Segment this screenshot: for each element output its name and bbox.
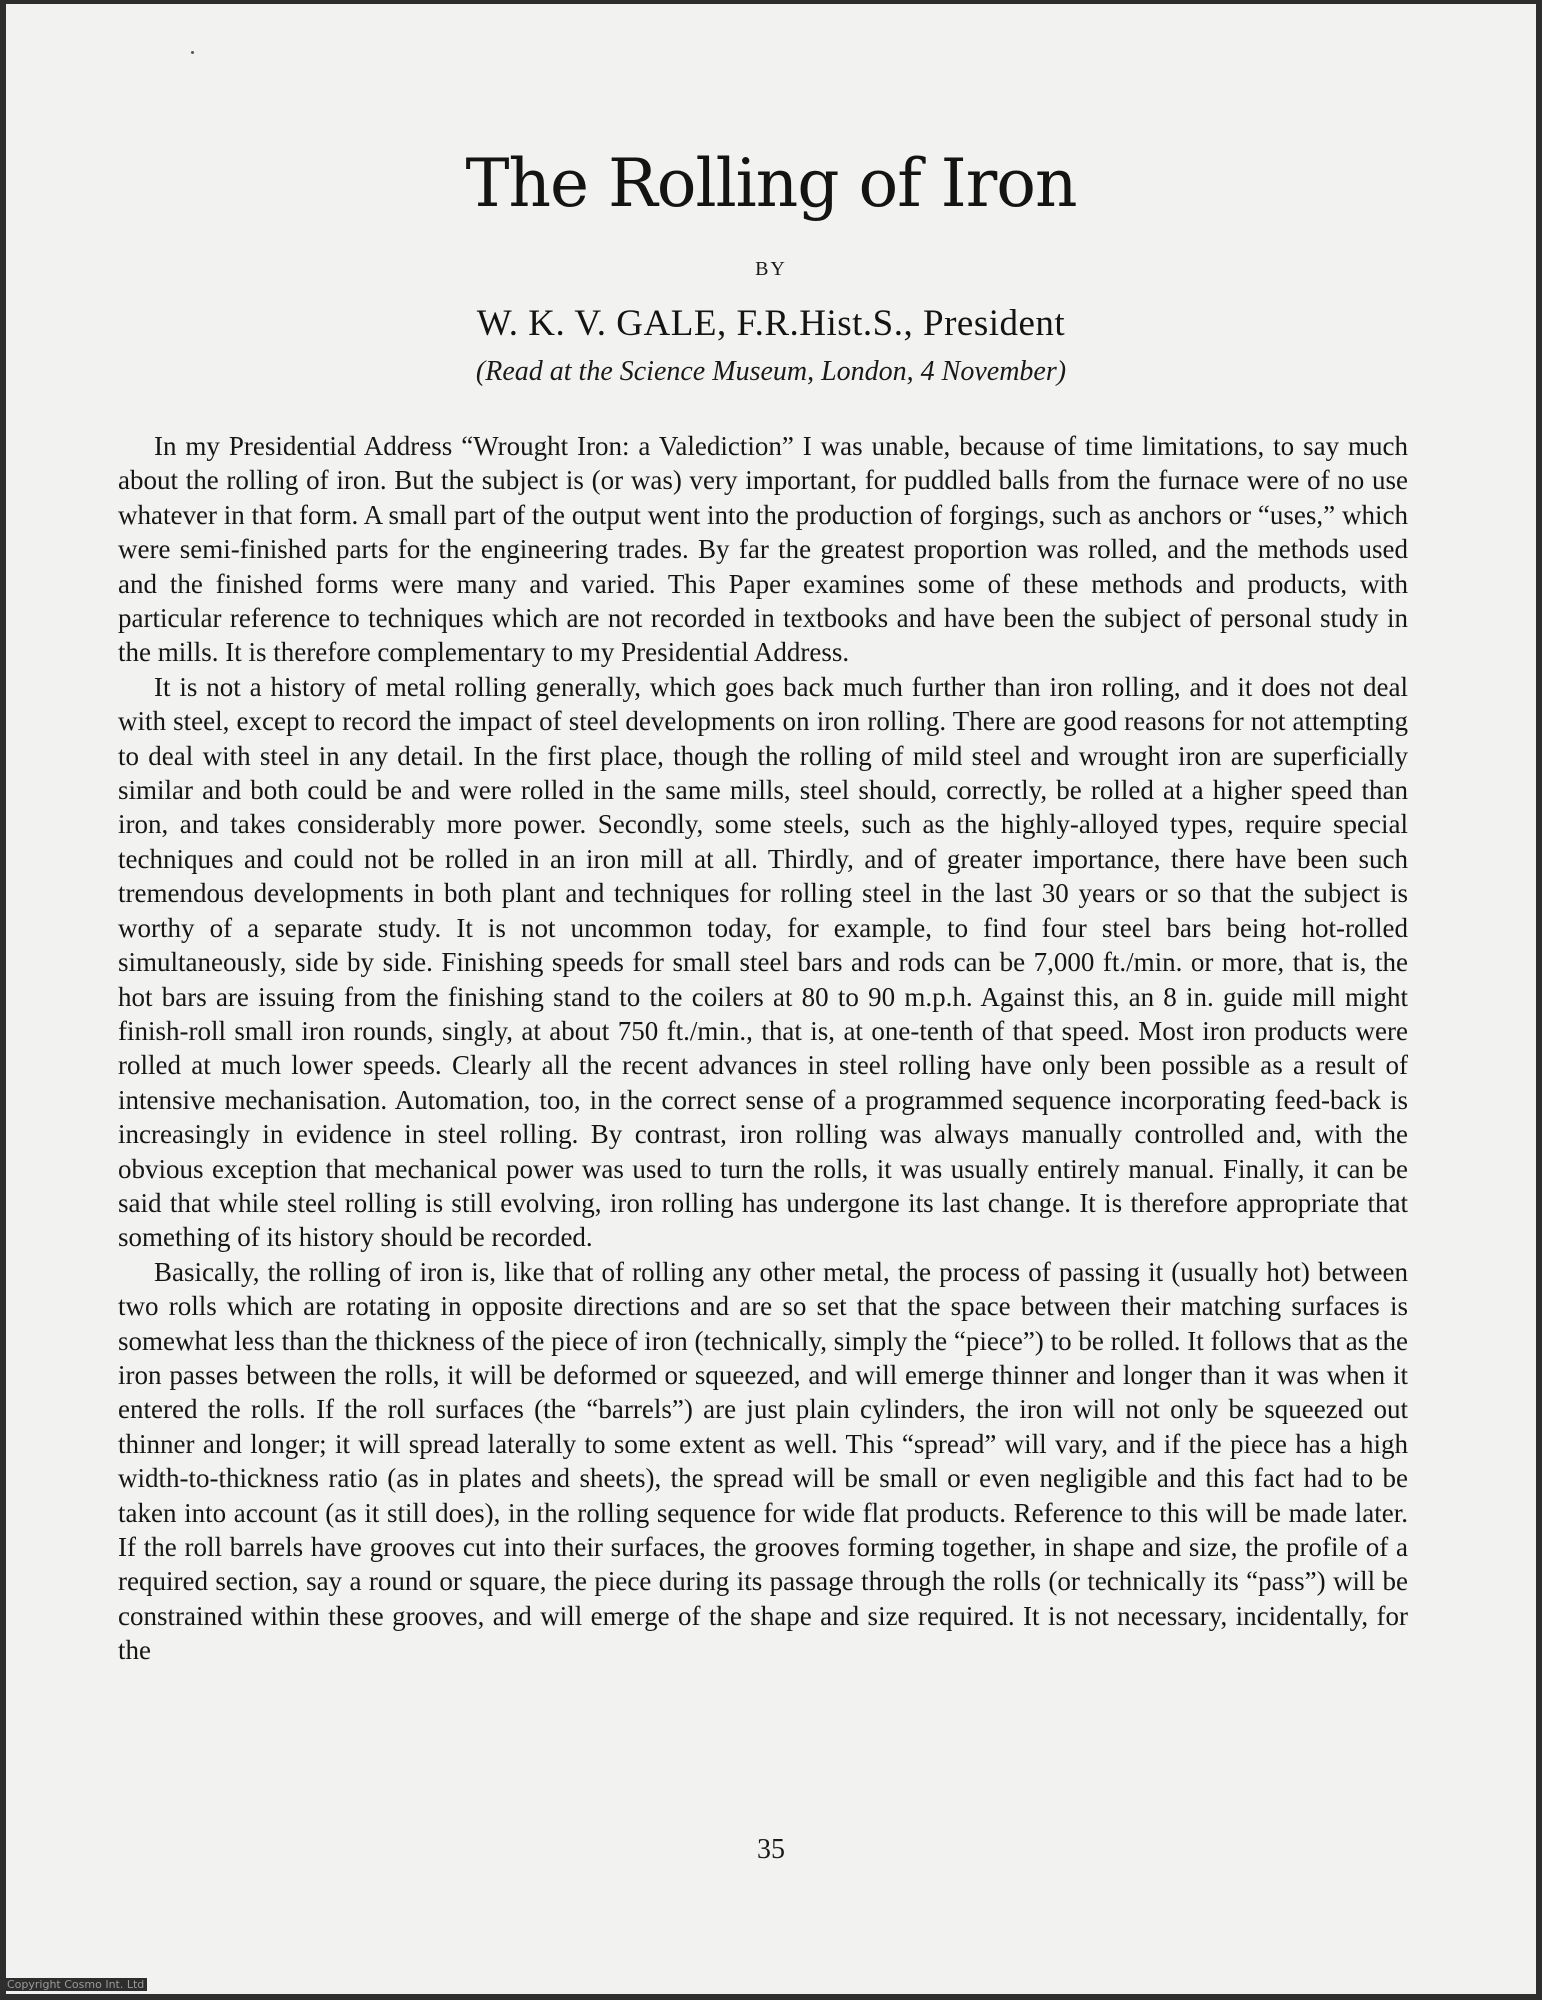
paragraph: In my Presidential Address “Wrought Iron: a Valediction” I was unable, because of time limitations, to say much about the rolling of iron. But the subject is (or was) very important, for puddled balls from the furnace were of no use whatever in that form. A small part of the output went into the production of forgings, such as anchors or “uses,” which were semi-finished parts for the engineering trades. By far the greatest proportion was rolled, and the methods used and the finished forms were many and varied. This Paper examines some of these methods and products, with particular reference to techniques which are not recorded in textbooks and have been the subject of personal study in the mills. It is therefore complementary to my Presidential Address. xyxy=(118,431,1408,668)
article-body xyxy=(118,429,1408,1668)
article-title: The Rolling of Iron xyxy=(465,145,1077,222)
copyright-watermark: Copyright Cosmo Int. Ltd xyxy=(4,1978,147,1991)
scan-speck xyxy=(191,51,194,54)
paragraph: It is not a history of metal rolling generally, which goes back much further than iron rolling, and it does not deal with steel, except to record the impact of steel developments on iron rolling. There are good reasons for not attempting to deal with steel in any detail. In the first place, though the rolling of mild steel and wrought iron are superficially similar and both could be and were rolled in the same mills, steel should, correctly, be rolled at a higher speed than iron, and takes considerably more power. Secondly, some steels, such as the highly-alloyed types, require special techniques and could not be rolled in an iron mill at all. Thirdly, and of greater importance, there have been such tremendous developments in both plant and techniques for rolling steel in the last 30 years or so that the subject is worthy of a separate study. It is not uncommon today, for example, to find four steel bars being hot-rolled simultaneously, side by side. Finishing speeds for small steel bars and rods can be 7,000 ft./min. or more, that is, the hot bars are issuing from the finishing stand to the coilers at 80 to 90 m.p.h. Against this, an 8 in. guide mill might finish-roll small iron rounds, singly, at about 750 ft./min., that is, at one-tenth of that speed. Most iron products were rolled at much lower speeds. Clearly all the recent advances in steel rolling have only been possible as a result of intensive mechanisation. Automation, too, in the correct sense of a programmed sequence incorporating feed-back is increasingly in evidence in steel rolling. By contrast, iron rolling was always manually controlled and, with the obvious exception that mechanical power was used to turn the rolls, it was usually entirely manual. Finally, it can be said that while steel rolling is still evolving, iron rolling has undergone its last change. It is therefore appropriate that something of its history should be recorded. xyxy=(118,671,1408,1253)
read-note xyxy=(6,354,1536,390)
author-name: W. K. V. GALE, F.R.Hist.S., President xyxy=(476,303,1066,344)
page-number: 35 xyxy=(757,1834,785,1865)
read-note-text: (Read at the Science Museum, London, 4 November) xyxy=(475,356,1067,387)
page xyxy=(6,4,1536,1994)
paragraph: Basically, the rolling of iron is, like that of rolling any other metal, the process of passing it (usually hot) between two rolls which are rotating in opposite directions and are so set that the space between their matching surfaces is somewhat less than the thickness of the piece of iron (technically, simply the “piece”) to be rolled. It follows that as the iron passes between the rolls, it will be deformed or squeezed, and will emerge thinner and longer than it was when it entered the rolls. If the roll surfaces (the “barrels”) are just plain cylinders, the iron will not only be squeezed out thinner and longer; it will spread laterally to some extent as well. This “spread” will vary, and if the piece has a high width-to-thickness ratio (as in plates and sheets), the spread will be small or even negligible and this fact had to be taken into account (as it still does), in the rolling sequence for wide flat products. Reference to this will be made later. If the roll barrels have grooves cut into their surfaces, the grooves forming together, in shape and size, the profile of a required section, say a round or square, the piece during its passage through the rolls (or technically its “pass”) will be constrained within these grooves, and will emerge of the shape and size required. It is not necessary, incidentally, for the xyxy=(118,1256,1408,1666)
byline-label: BY xyxy=(755,258,787,280)
